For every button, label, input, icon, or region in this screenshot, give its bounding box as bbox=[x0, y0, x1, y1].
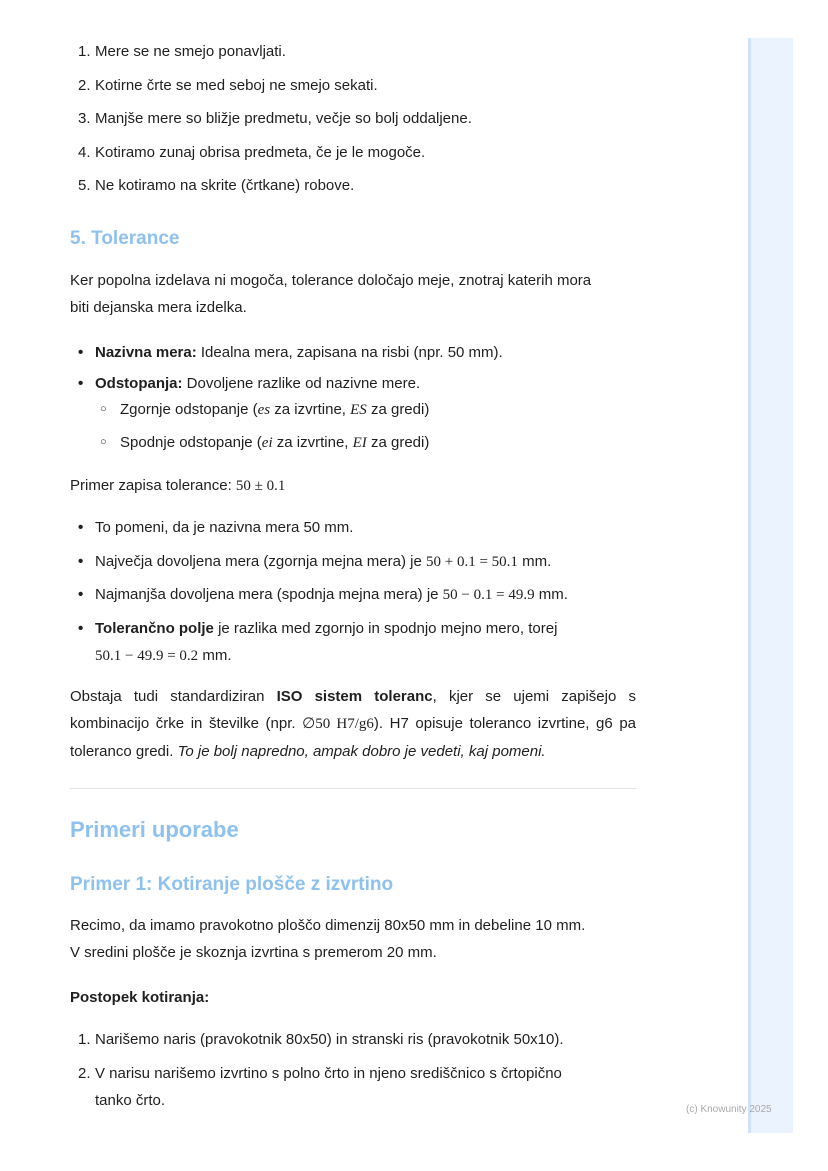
watermark: (c) Knowunity 2025 bbox=[686, 1104, 772, 1115]
section-heading: 5. Tolerance bbox=[70, 228, 180, 249]
list-item: 3. Manjše mere so bližje predmetu, večje so bolj oddaljene. bbox=[78, 110, 472, 127]
bullet-item: • Največja dovoljena mera (zgornja mejna mera) je 50 + 0.1 = 50.1 mm. bbox=[78, 553, 552, 570]
list-item: 1. Narišemo naris (pravokotnik 80x50) in stranski ris (pravokotnik 50x10). bbox=[78, 1031, 564, 1048]
horizontal-rule bbox=[70, 788, 636, 789]
sub-bullet-item: ○ Zgornje odstopanje (es za izvrtine, ES za gredi) bbox=[100, 401, 430, 418]
section-heading: Primeri uporabe bbox=[70, 817, 239, 842]
sub-bullet-item: ○ Spodnje odstopanje (ei za izvrtine, EI za gredi) bbox=[100, 434, 430, 451]
list-item: 2. Kotirne črte se med seboj ne smejo sekati. bbox=[78, 77, 378, 94]
paragraph-example-1: Recimo, da imamo pravokotno ploščo dimenzij 80x50 mm in debeline 10 mm. V sredini plošče je skoznja izvrtina s premerom 20 mm. bbox=[70, 917, 586, 961]
bullet-item: • Odstopanja: Dovoljene razlike od nazivne mere. bbox=[78, 375, 421, 392]
procedure-label: Postopek kotiranja: bbox=[70, 989, 210, 1006]
bullet-item: • Tolerančno polje je razlika med zgornjo in spodnjo mejno mero, torej 50.1 − 49.9 = 0.2 mm. bbox=[78, 620, 558, 664]
margin-sidebar bbox=[748, 38, 793, 1133]
bullet-item: • Nazivna mera: Idealna mera, zapisana na risbi (npr. 50 mm). bbox=[78, 344, 503, 361]
bullet-item: • Najmanjša dovoljena mera (spodnja mejna mera) je 50 − 0.1 = 49.9 mm. bbox=[78, 586, 568, 603]
list-item: 1. Mere se ne smejo ponavljati. bbox=[78, 43, 286, 60]
paragraph-intro: Ker popolna izdelava ni mogoča, tolerance določajo meje, znotraj katerih mora biti dejanska mera izdelka. bbox=[70, 272, 592, 316]
subsection-heading: Primer 1: Kotiranje plošče z izvrtino bbox=[70, 874, 394, 895]
list-item: 4. Kotiramo zunaj obrisa predmeta, če je le mogoče. bbox=[78, 144, 426, 161]
bullet-item: • To pomeni, da je nazivna mera 50 mm. bbox=[78, 519, 354, 536]
list-item: 5. Ne kotiramo na skrite (črtkane) robove. bbox=[78, 177, 355, 194]
paragraph-iso: Obstaja tudi standardiziran ISO sistem toleranc, kjer se ujemi zapišejo s kombinacijo črke in številke (npr. ∅50 H7/g6). H7 opisuje toleranco izvrtine, g6 pa toleranco gredi. To je bolj napredno, ampak dobro je vedeti, kaj pomeni. bbox=[70, 688, 637, 760]
paragraph-example: Primer zapisa tolerance: 50 ± 0.1 bbox=[70, 477, 286, 494]
list-item: 2. V narisu narišemo izvrtino s polno črto in njeno središčnico s črtopično tanko črto. bbox=[78, 1065, 562, 1109]
